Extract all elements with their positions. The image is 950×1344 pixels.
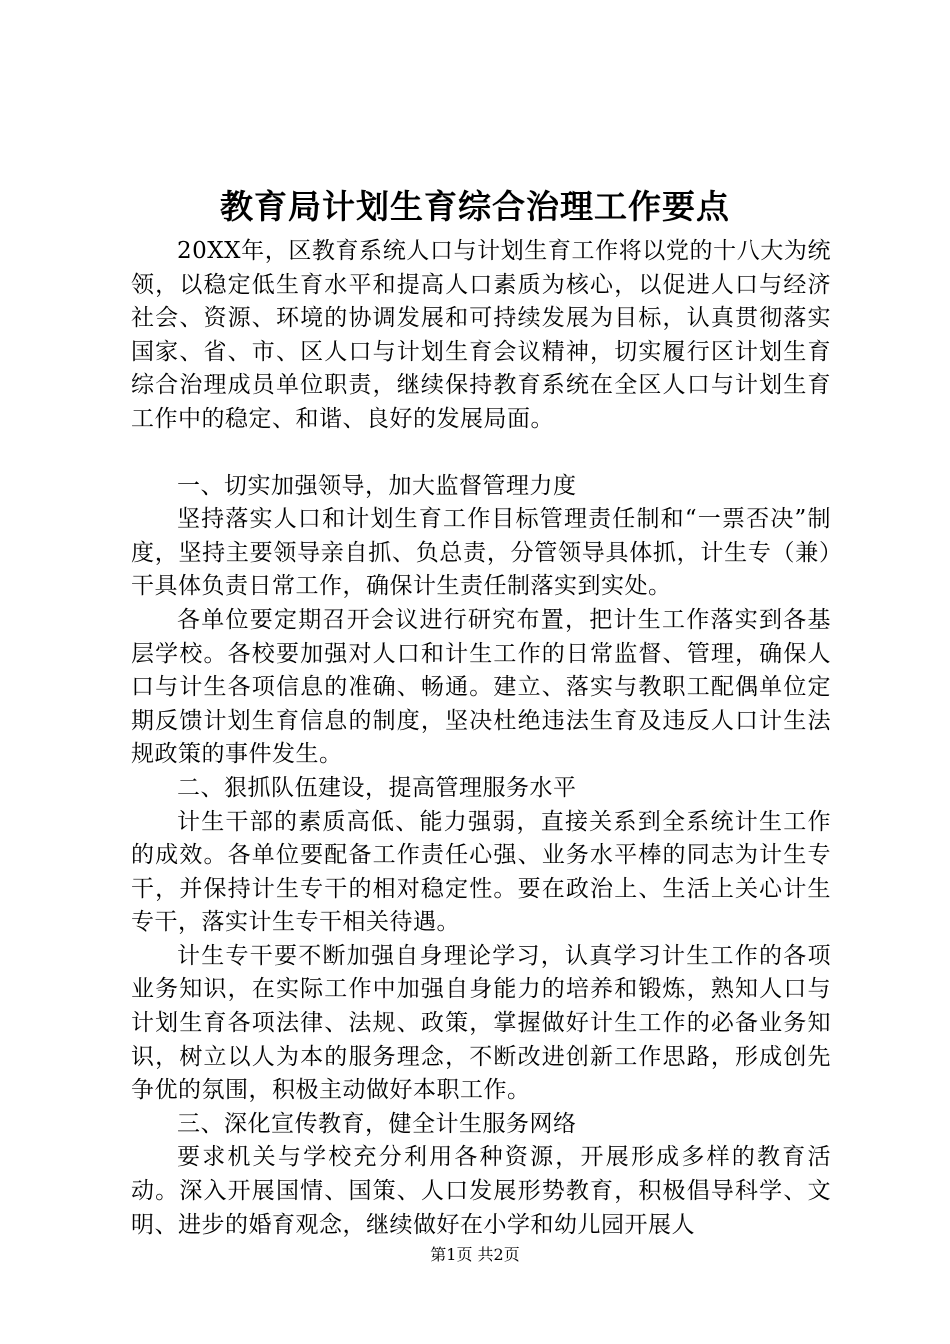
section-1-paragraph-2: 各单位要定期召开会议进行研究布置，把计生工作落实到各基层学校。各校要加强对人口和计生工作的日常监督、管理，确保人口与计生各项信息的准确、畅通。建立、落实与教职工配偶单位定期反馈计划生育信息的制度，坚决杜绝违法生育及违反人口计生法规政策的事件发生。 <box>131 606 831 768</box>
section-2-paragraph-1: 计生干部的素质高低、能力强弱，直接关系到全系统计生工作的成效。各单位要配备工作责任心强、业务水平棒的同志为计生专干，并保持计生专干的相对稳定性。要在政治上、生活上关心计生专干，落实计生专干相关待遇。 <box>131 808 831 936</box>
document-title: 教育局计划生育综合治理工作要点 <box>220 187 730 226</box>
intro-paragraph: 20XX年，区教育系统人口与计划生育工作将以党的十八大为统领，以稳定低生育水平和提高人口素质为核心，以促进人口与经济社会、资源、环境的协调发展和可持续发展为目标，认真贯彻落实国家、省、市、区人口与计划生育会议精神，切实履行区计划生育综合治理成员单位职责，继续保持教育系统在全区人口与计划生育工作中的稳定、和谐、良好的发展局面。 <box>131 238 831 432</box>
section-3-paragraph-1: 要求机关与学校充分利用各种资源，开展形成多样的教育活动。深入开展国情、国策、人口发展形势教育，积极倡导科学、文明、进步的婚育观念，继续做好在小学和幼儿园开展人 <box>131 1144 831 1238</box>
page-number: 第1页 共2页 <box>430 1245 520 1264</box>
section-heading-1: 一、切实加强领导，加大监督管理力度 <box>177 472 577 499</box>
section-heading-2: 二、狠抓队伍建设，提高管理服务水平 <box>177 774 577 801</box>
document-body <box>131 235 831 1242</box>
section-2-paragraph-2: 计生专干要不断加强自身理论学习，认真学习计生工作的各项业务知识，在实际工作中加强自身能力的培养和锻炼，熟知人口与计划生育各项法律、法规、政策，掌握做好计生工作的必备业务知识，树立以人为本的服务理念，不断改进创新工作思路，形成创先争优的氛围，积极主动做好本职工作。 <box>131 942 831 1104</box>
section-1-paragraph-1: 坚持落实人口和计划生育工作目标管理责任制和“一票否决”制度，坚持主要领导亲自抓、负总责，分管领导具体抓，计生专（兼）干具体负责日常工作，确保计生责任制落实到实处。 <box>131 506 831 600</box>
paragraph-spacer <box>131 437 831 470</box>
section-heading-3: 三、深化宣传教育，健全计生服务网络 <box>177 1110 577 1137</box>
